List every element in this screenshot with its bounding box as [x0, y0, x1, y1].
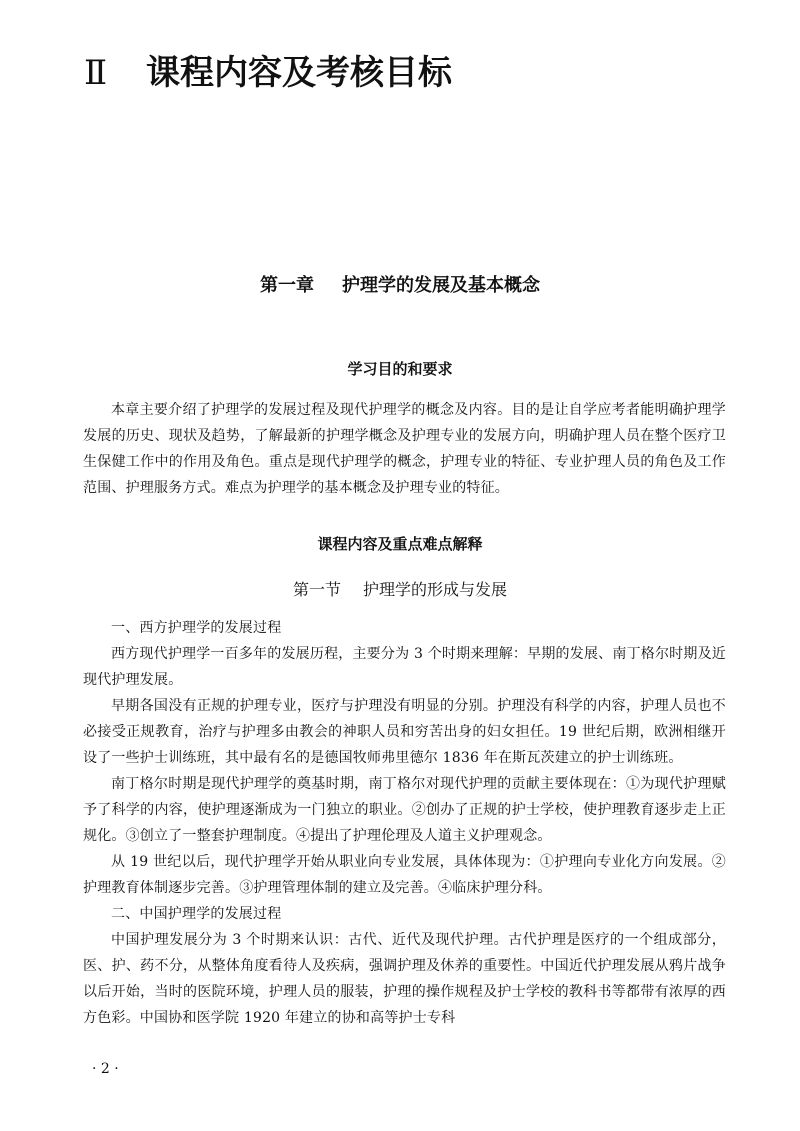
subsection-heading: 一、西方护理学的发展过程 [111, 620, 282, 636]
paragraph: 早期各国没有正规的护理专业，医疗与护理没有明显的分别。护理没有科学的内容，护理人员也不必接受正规教育，治疗与护理多由教会的神职人员和穷苦出身的妇女担任。19 世纪后期，欧洲相继开设了一些护士训练班，其中最有名的是德国牧师弗里德尔 1836 年在斯瓦茨建立的护士训练班。 [83, 698, 726, 766]
part-number: Ⅱ [84, 53, 108, 93]
paragraph: 南丁格尔时期是现代护理学的奠基时期，南丁格尔对现代护理的贡献主要体现在：①为现代护理赋予了科学的内容，使护理逐渐成为一门独立的职业。②创办了正规的护士学校，使护理教育逐步走上正规化。③创立了一整套护理制度。④提出了护理伦理及人道主义护理观念。 [83, 776, 726, 844]
paragraph: 从 19 世纪以后，现代护理学开始从职业向专业发展，具体体现为：①护理向专业化方向发展。②护理教育体制逐步完善。③护理管理体制的建立及完善。④临床护理分科。 [83, 854, 726, 896]
section-title [0, 580, 800, 599]
subsection-heading: 二、中国护理学的发展过程 [111, 906, 282, 922]
page-number: · 2 · [92, 1061, 119, 1077]
objectives-heading: 学习目的和要求 [347, 360, 453, 378]
objectives-text [83, 397, 726, 501]
section-title-text: 护理学的形成与发展 [363, 580, 508, 599]
paragraph: 本章主要介绍了护理学的发展过程及现代护理学的概念及内容。目的是让自学应考者能明确护理学发展的历史、现状及趋势，了解最新的护理学概念及护理专业的发展方向，明确护理人员在整个医疗卫生保健工作中的作用及角色。重点是现代护理学的概念，护理专业的特征、专业护理人员的角色及工作范围、护理服务方式。难点为护理学的基本概念及护理专业的特征。 [83, 402, 726, 496]
chapter-title-text: 护理学的发展及基本概念 [342, 275, 540, 296]
paragraph: 西方现代护理学一百多年的发展历程，主要分为 3 个时期来理解：早期的发展、南丁格尔时期及近现代护理发展。 [83, 646, 726, 688]
part-title-text: 课程内容及考核目标 [146, 53, 452, 93]
section-body [83, 615, 726, 1031]
part-title [84, 53, 452, 93]
content-heading: 课程内容及重点难点解释 [317, 535, 483, 553]
paragraph: 中国护理发展分为 3 个时期来认识：古代、近代及现代护理。古代护理是医疗的一个组成部分，医、护、药不分，从整体角度看待人及疾病，强调护理及休养的重要性。中国近代护理发展从鸦片战争以后开始，当时的医院环境，护理人员的服装，护理的操作规程及护士学校的教科书等都带有浓厚的西方色彩。中国协和医学院 1920 年建立的协和高等护士专科 [83, 932, 726, 1026]
section-number: 第一节 [292, 580, 341, 599]
chapter-number: 第一章 [260, 275, 314, 296]
chapter-title [0, 275, 800, 297]
